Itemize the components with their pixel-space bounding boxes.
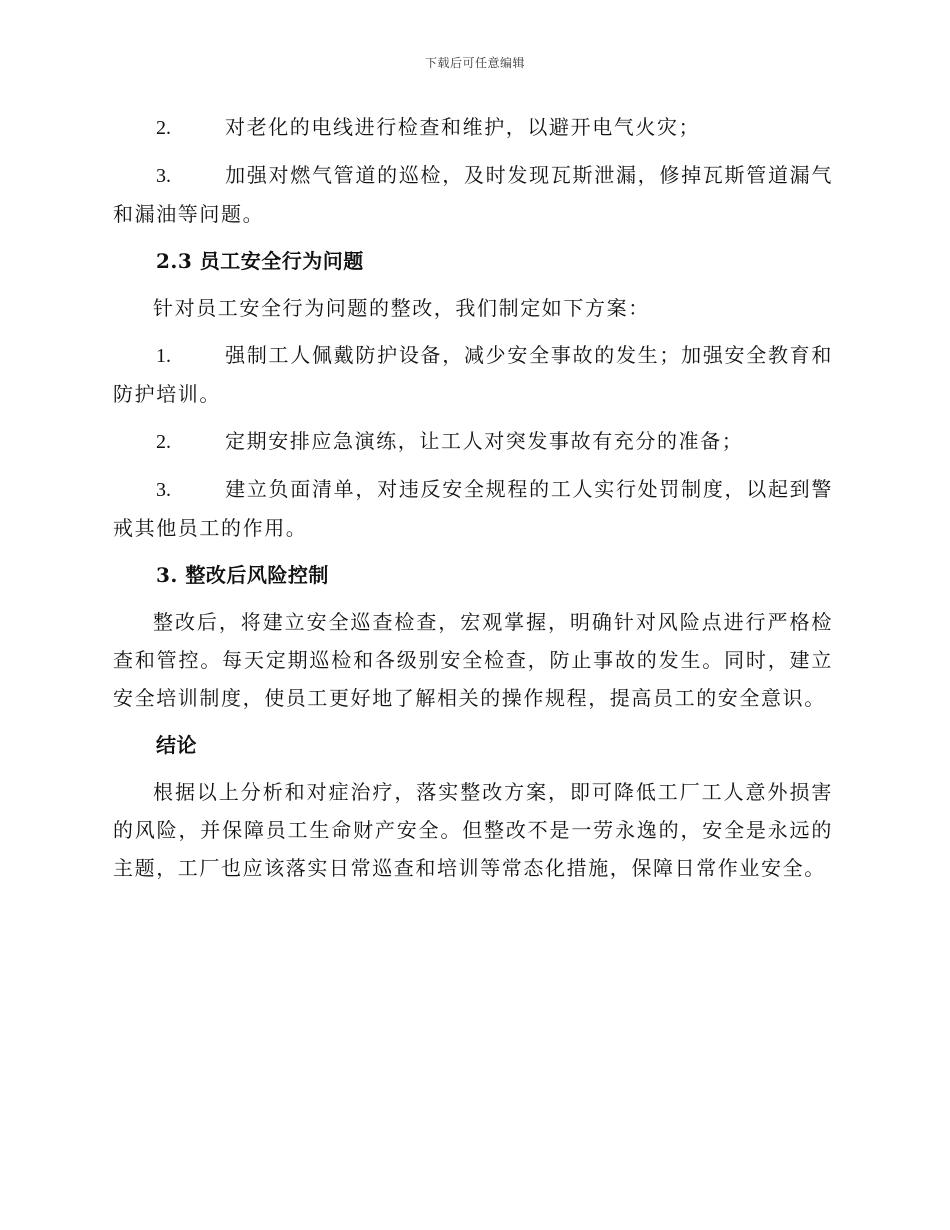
document-body [113, 108, 833, 896]
list-item-text: 强制工人佩戴防护设备，减少安全事故的发生；加强安全教育和防护培训。 [113, 343, 833, 406]
list-item [113, 470, 833, 547]
list-item-text: 对老化的电线进行检查和维护，以避开电气火灾； [225, 115, 701, 139]
list-item-number: 3. [156, 165, 171, 187]
list-item-text: 建立负面清单，对违反安全规程的工人实行处罚制度，以起到警戒其他员工的作用。 [113, 477, 833, 540]
section-heading: 结论 [156, 733, 197, 757]
paragraph: 根据以上分析和对症治疗，落实整改方案，即可降低工厂工人意外损害的风险，并保障员工生命财产安全。但整改不是一劳永逸的，安全是永远的主题，工厂也应该落实日常巡查和培训等常态化措施，保障日常作业安全。 [113, 780, 833, 880]
list-item [113, 422, 833, 461]
list-item [113, 108, 833, 147]
list-item-text: 加强对燃气管道的巡检，及时发现瓦斯泄漏，修掉瓦斯管道漏气和漏油等问题。 [113, 163, 833, 226]
list-item-number: 2. [156, 431, 171, 453]
list-item-number: 1. [156, 345, 171, 367]
paragraph: 整改后，将建立安全巡查检查，宏观掌握，明确针对风险点进行严格检查和管控。每天定期巡检和各级别安全检查，防止事故的发生。同时，建立安全培训制度，使员工更好地了解相关的操作规程，提高员工的安全意识。 [113, 610, 833, 710]
list-item [113, 156, 833, 233]
list-item-number: 3. [156, 479, 171, 501]
page-header: 下载后可任意编辑 [424, 56, 525, 70]
list-item-text: 定期安排应急演练，让工人对突发事故有充分的准备； [225, 429, 744, 453]
paragraph: 针对员工安全行为问题的整改，我们制定如下方案： [153, 296, 650, 320]
section-heading: 3. 整改后风险控制 [156, 563, 329, 587]
list-item [113, 336, 833, 413]
list-item-number: 2. [156, 117, 171, 139]
section-heading: 2.3 员工安全行为问题 [156, 249, 364, 273]
